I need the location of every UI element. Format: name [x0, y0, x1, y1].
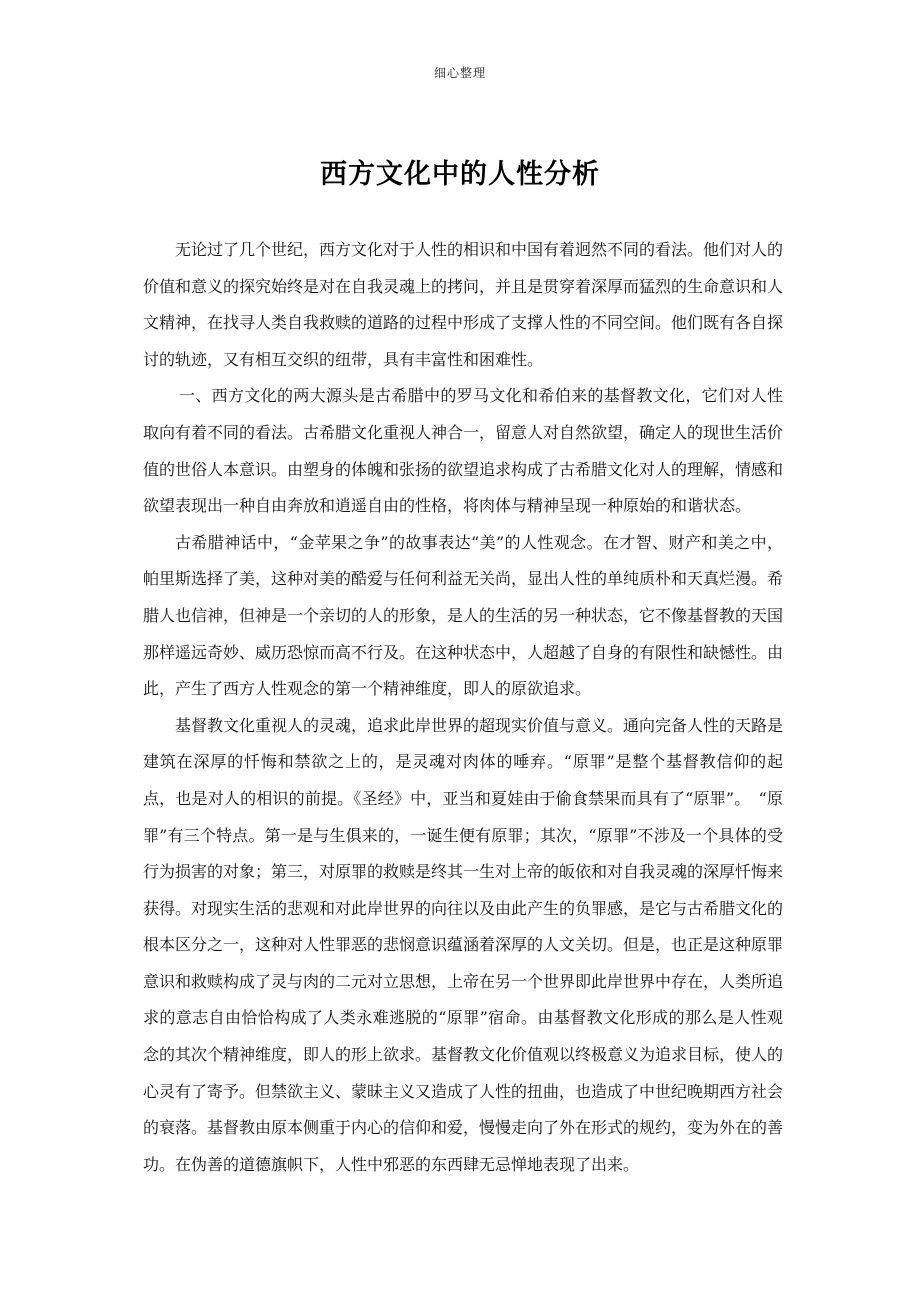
paragraph-section-one: 一、西方文化的两大源头是古希腊中的罗马文化和希伯来的基督教文化，它们对人性取向有着不同的看法。古希腊文化重视人神合一，留意人对自然欲望，确定人的现世生活价值的世俗人本意识。由塑身的体魄和张扬的欲望追求构成了古希腊文化对人的理解，情感和欲望表现出一种自由奔放和逍遥自由的性格，将肉体与精神呈现一种原始的和谐状态。: [143, 386, 784, 516]
document-title: 西方文化中的人性分析: [320, 159, 600, 190]
paragraph-intro: 无论过了几个世纪，西方文化对于人性的相识和中国有着迥然不同的看法。他们对人的价值和意义的探究始终是对在自我灵魂上的拷问，并且是贯穿着深厚而猛烈的生命意识和人文精神，在找寻人类自我救赎的道路的过程中形成了支撑人性的不同空间。他们既有各自探讨的轨迹，又有相互交织的纽带，具有丰富性和困难性。: [143, 240, 784, 369]
page-header-note: 细心整理: [433, 66, 486, 80]
paragraph-greek-myth: 古希腊神话中，“金苹果之争”的故事表达“美”的人性观念。在才智、财产和美之中，帕里斯选择了美，这种对美的酷爱与任何利益无关尚，显出人性的单纯质朴和天真烂漫。希腊人也信神，但神是一个亲切的人的形象，是人的生活的另一种状态，它不像基督教的天国那样遥远奇妙、威历恐惊而高不行及。在这种状态中，人超越了自身的有限性和缺憾性。由此，产生了西方人性观念的第一个精神维度，即人的原欲追求。: [143, 532, 784, 699]
document-body: [143, 232, 783, 1183]
paragraph-christian-culture: 基督教文化重视人的灵魂，追求此岸世界的超现实价值与意义。通向完备人性的天路是建筑在深厚的忏悔和禁欲之上的，是灵魂对肉体的唾弃。“原罪”是整个基督教信仰的起点，也是对人的相识的前提。《圣经》中，亚当和夏娃由于偷食禁果而具有了“原罪”。 “原罪”有三个特点。第一是与生俱来的，一诞生便有原罪；其次，“原罪”不涉及一个具体的受行为损害的对象；第三，对原罪的救赎是终其一生对上帝的皈依和对自我灵魂的深厚忏悔来获得。对现实生活的悲观和对此岸世界的向往以及由此产生的负罪感，是它与古希腊文化的根本区分之一，这种对人性罪恶的悲悯意识蕴涵着深厚的人文关切。但是，也正是这种原罪意识和救赎构成了灵与肉的二元对立思想，上帝在另一个世界即此岸世界中存在，人类所追求的意志自由恰恰构成了人类永难逃脱的“原罪”宿命。由基督教文化形成的那么是人性观念的其次个精神维度，即人的形上欲求。基督教文化价值观以终极意义为追求目标，使人的心灵有了寄予。但禁欲主义、蒙昧主义又造成了人性的扭曲，也造成了中世纪晚期西方社会的衰落。基督教由原本侧重于内心的信仰和爱，慢慢走向了外在形式的规约，变为外在的善功。在伪善的道德旗帜下，人性中邪恶的东西肆无忌惮地表现了出来。: [143, 715, 784, 1174]
